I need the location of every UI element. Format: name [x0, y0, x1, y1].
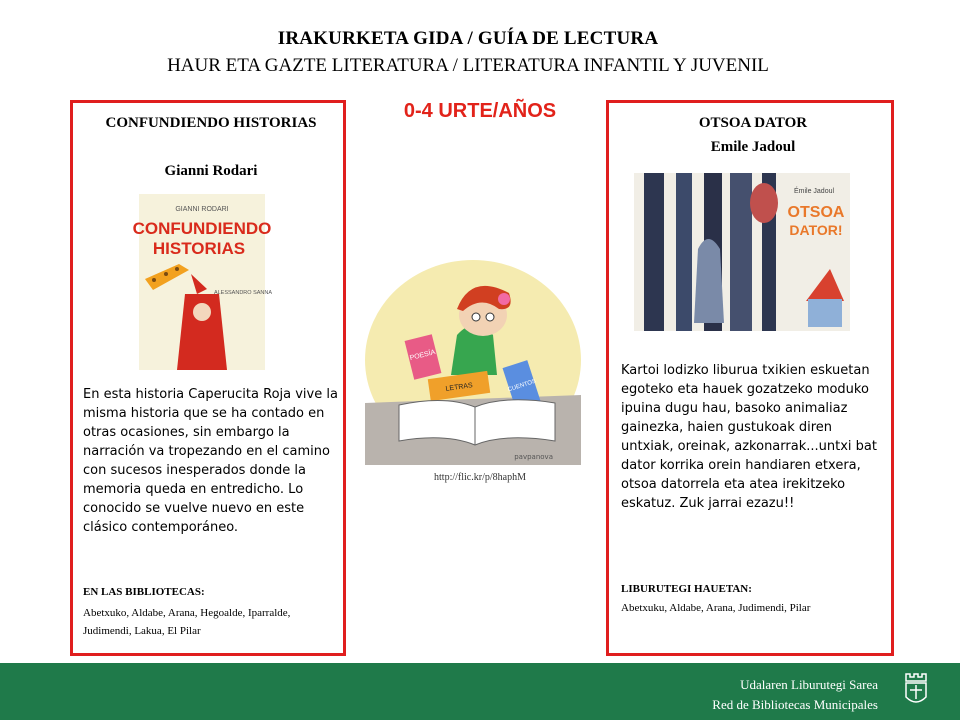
book-cover-image [634, 173, 850, 331]
cover-title-line2: DATOR! [789, 222, 843, 238]
reading-girl-illustration [365, 255, 581, 465]
footer-network-spanish: Red de Bibliotecas Municipales [712, 697, 878, 712]
book-cover-image [132, 194, 273, 370]
book-title: OTSOA DATOR [698, 115, 808, 131]
guide-title: IRAKURKETA GIDA / GUÍA DE LECTURA [277, 28, 659, 49]
cover-title-line1: OTSOA [787, 204, 845, 221]
book-author: Emile Jadoul [710, 139, 796, 155]
book-description: En esta historia Caperucita Roja vive la misma historia que se ha contado en otras ocasiones, sin embargo la narración va tropezando en el camino con sucesos inesperados donde la memoria queda en entredicho. Lo conocido se vuelve nuevo en este clásico contemporáneo. [83, 387, 338, 535]
libraries-label: EN LAS BIBLIOTECAS: [83, 586, 205, 598]
libraries-list: Abetxuko, Aldabe, Arana, Hegoalde, Iparralde, Judimendi, Lakua, El Pilar [83, 607, 291, 637]
cover-title-line1: CONFUNDIENDO [132, 219, 272, 238]
cover-author-text: Émile Jadoul [793, 188, 835, 195]
book-label-cuentos: CUENTOS [507, 378, 537, 394]
book-card-right [606, 100, 894, 656]
image-credit-link[interactable]: http://flic.kr/p/8haphM [434, 472, 526, 483]
guide-subtitle: HAUR ETA GAZTE LITERATURA / LITERATURA INFANTIL Y JUVENIL [167, 55, 769, 76]
footer-network-basque: Udalaren Liburutegi Sarea [740, 677, 878, 692]
libraries-label: LIBURUTEGI HAUETAN: [621, 583, 752, 595]
cover-title-line2: HISTORIAS [152, 239, 246, 258]
book-card-left [70, 100, 346, 656]
book-label-poesia: POESÍA [409, 348, 437, 363]
libraries-list: Abetxuku, Aldabe, Arana, Judimendi, Pilar [621, 602, 811, 614]
book-label-letras: LETRAS [445, 382, 474, 393]
book-author: Gianni Rodari [164, 163, 258, 179]
age-range-label: 0-4 URTE/AÑOS [403, 100, 557, 122]
city-crest-icon [902, 671, 930, 711]
cover-author-text: GIANNI RODARI [175, 206, 229, 213]
book-title: CONFUNDIENDO HISTORIAS [105, 115, 317, 131]
book-description: Kartoi lodizko liburua txikien eskuetan egoteko eta hauek gozatzeko moduko ipuina dugu hau, basoko animaliaz gainezka, haien gustukoak diren untxiak, oreinak, azkonarrak...untxi bat dator korrika orein handiaren etxera, otsoa datorrela eta atea irekitzeko eskatuz. Zuk jarrai ezazu!! [621, 363, 877, 511]
footer-bar [0, 663, 960, 720]
artist-signature: pavpanova [514, 453, 553, 461]
cover-illustrator-text: ALESSANDRO SANNA [213, 290, 273, 296]
